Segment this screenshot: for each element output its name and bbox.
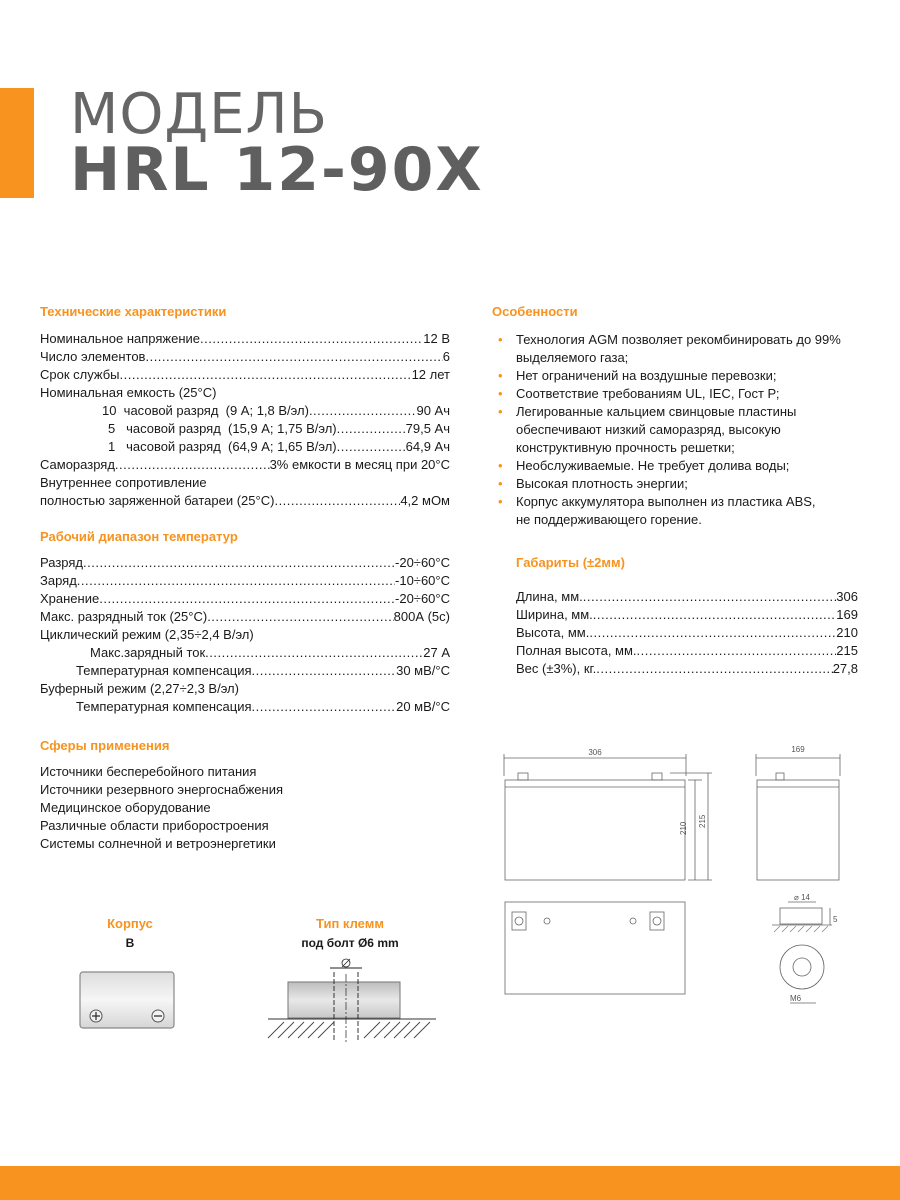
application-item: Источники бесперебойного питания xyxy=(40,764,257,779)
case-illustration xyxy=(78,968,178,1032)
terminal-value: под болт Ø6 mm xyxy=(301,936,399,950)
case-value: B xyxy=(125,936,135,950)
spec-row: 5 часовой разряд (15,9 А; 1,75 В/эл) ..... 79,5 Ач xyxy=(108,420,450,438)
feature-item: • Соответствие требованиям UL, IEC, Гост Р; xyxy=(498,385,866,403)
spec-row: 10 часовой разряд (9 А; 1,8 В/эл) ..... 90 Ач xyxy=(102,402,450,420)
cyclic-label: Циклический режим (2,35÷2,4 В/эл) xyxy=(40,627,254,642)
specs-heading: Технические характеристики xyxy=(40,304,227,319)
dimension-row: Полная высота, мм. ..... 215 xyxy=(516,642,858,660)
dim-total-height-label: 215 xyxy=(698,814,707,828)
dimension-row: Длина, мм. ..... 306 xyxy=(516,588,858,606)
dimensions-heading: Габариты (±2мм) xyxy=(516,555,625,570)
dim-m6-label: M6 xyxy=(790,994,802,1003)
application-item: Источники резервного энергоснабжения xyxy=(40,782,284,797)
dimension-row: Вес (±3%), кг. ..... 27,8 xyxy=(516,660,858,678)
temp-row: Макс.зарядный ток ..... 27 А xyxy=(90,644,450,662)
temps-heading: Рабочий диапазон температур xyxy=(40,529,238,544)
accent-bar xyxy=(0,88,34,198)
spec-row: Срок службы ..... 12 лет xyxy=(40,366,450,384)
feature-item: • Корпус аккумулятора выполнен из пластика ABS, не поддерживающего горение. xyxy=(498,493,816,529)
application-item: Различные области приборостроения xyxy=(40,818,269,833)
title-model-name: HRL 12-90X xyxy=(70,135,484,205)
spec-row: полностью заряженной батареи (25°С) ..... 4,2 мОм xyxy=(40,492,450,510)
spec-row: 1 часовой разряд (64,9 А; 1,65 В/эл) ..... 64,9 Ач xyxy=(108,438,450,456)
temp-row: Температурная компенсация ..... 30 мВ/°С xyxy=(76,662,450,680)
case-heading: Корпус xyxy=(107,916,153,931)
temp-row: Заряд ..... -10÷60°С xyxy=(40,572,450,590)
dimension-row: Высота, мм. ..... 210 xyxy=(516,624,858,642)
dim-diameter-label: ⌀ 14 xyxy=(794,893,810,902)
dim-length-label: 306 xyxy=(588,748,602,757)
dim-five-label: 5 xyxy=(833,915,838,924)
temp-row: Разряд ..... -20÷60°С xyxy=(40,554,450,572)
terminal-illustration xyxy=(264,952,440,1044)
application-item: Медицинское оборудование xyxy=(40,800,211,815)
float-label: Буферный режим (2,27÷2,3 В/эл) xyxy=(40,681,239,696)
dimension-row: Ширина, мм. ..... 169 xyxy=(516,606,858,624)
capacity-label: Номинальная емкость (25°С) xyxy=(40,385,217,400)
bottom-accent-bar xyxy=(0,1166,900,1200)
dim-width-label: 169 xyxy=(791,745,805,754)
features-heading: Особенности xyxy=(492,304,578,319)
spec-row: Номинальное напряжение ..... 12 В xyxy=(40,330,450,348)
temp-row: Хранение ..... -20÷60°С xyxy=(40,590,450,608)
temp-row: Температурная компенсация ..... 20 мВ/°С xyxy=(76,698,450,716)
feature-item: • Легированные кальцием свинцовые пластины обеспечивают низкий саморазряд, высокую конструктивную прочность решетки; xyxy=(498,403,816,457)
feature-item: • Высокая плотность энергии; xyxy=(498,475,866,493)
dim-height-label: 210 xyxy=(679,821,688,835)
feature-item: • Нет ограничений на воздушные перевозки; xyxy=(498,367,866,385)
resistance-label: Внутреннее сопротивление xyxy=(40,475,207,490)
spec-row: Число элементов ..... 6 xyxy=(40,348,450,366)
technical-drawing xyxy=(490,740,870,1010)
feature-item: • Необслуживаемые. Не требует долива воды; xyxy=(498,457,866,475)
spec-row: Саморазряд ..... 3% емкости в месяц при 20°С xyxy=(40,456,450,474)
applications-heading: Сферы применения xyxy=(40,738,170,753)
application-item: Системы солнечной и ветроэнергетики xyxy=(40,836,276,851)
title-model-label: МОДЕЛЬ xyxy=(70,82,329,147)
terminal-heading: Тип клемм xyxy=(316,916,384,931)
feature-item: • Технология AGM позволяет рекомбинировать до 99% выделяемого газа; xyxy=(498,331,846,367)
temp-row: Макс. разрядный ток (25°С) ..... 800А (5с) xyxy=(40,608,450,626)
